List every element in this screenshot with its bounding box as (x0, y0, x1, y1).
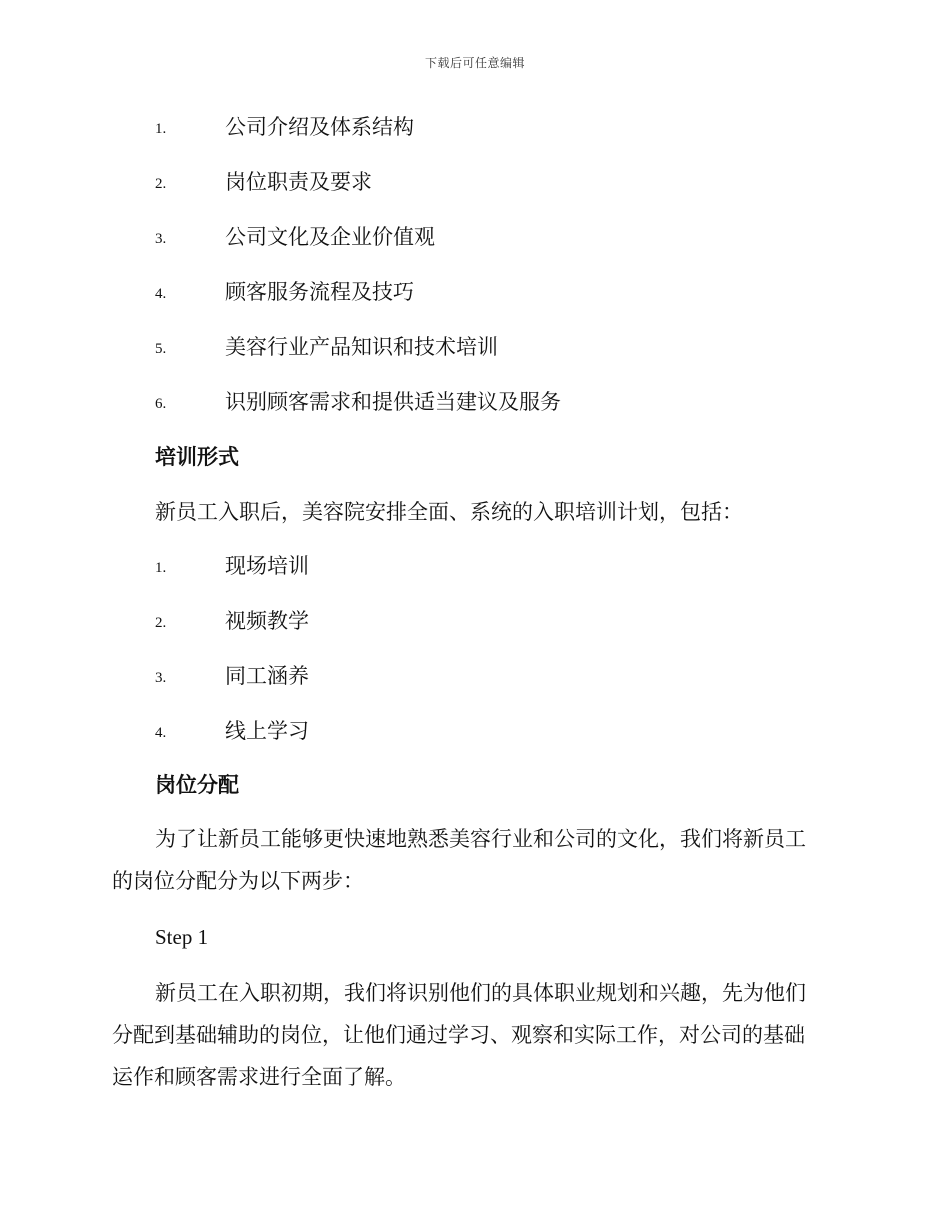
step1-paragraph (112, 972, 840, 1098)
list-item (0, 551, 950, 606)
list-text: 公司介绍及体系结构 (225, 115, 414, 139)
list-item (0, 112, 950, 167)
page-header: 下载后可任意编辑 (424, 56, 525, 70)
list-text: 岗位职责及要求 (225, 170, 372, 194)
list-text: 识别顾客需求和提供适当建议及服务 (225, 390, 561, 414)
paragraph-line: 为了让新员工能够更快速地熟悉美容行业和公司的文化，我们将新员工 (155, 827, 806, 851)
list-item (0, 167, 950, 222)
training-form-list (0, 551, 950, 771)
list-text: 顾客服务流程及技巧 (225, 280, 414, 304)
list-text: 现场培训 (225, 554, 309, 578)
list-number: 3. (155, 231, 167, 247)
list-number: 1. (155, 560, 167, 576)
paragraph-line: 新员工在入职初期，我们将识别他们的具体职业规划和兴趣，先为他们 (155, 981, 806, 1005)
list-number: 4. (155, 286, 167, 302)
paragraph-line: 运作和顾客需求进行全面了解。 (112, 1065, 406, 1089)
list-item (0, 387, 950, 442)
list-item (0, 332, 950, 387)
list-text: 公司文化及企业价值观 (225, 225, 435, 249)
training-content-list (0, 112, 950, 442)
list-number: 6. (155, 396, 167, 412)
list-text: 线上学习 (225, 719, 309, 743)
list-text: 美容行业产品知识和技术培训 (225, 335, 498, 359)
list-number: 3. (155, 670, 167, 686)
list-item (0, 277, 950, 332)
training-form-intro: 新员工入职后，美容院安排全面、系统的入职培训计划，包括： (155, 500, 743, 524)
list-item (0, 606, 950, 661)
list-text: 同工涵养 (225, 664, 309, 688)
list-item (0, 661, 950, 716)
list-number: 4. (155, 725, 167, 741)
list-text: 视频教学 (225, 609, 309, 633)
list-number: 1. (155, 121, 167, 137)
list-number: 5. (155, 341, 167, 357)
section-heading-assignment: 岗位分配 (155, 772, 239, 797)
paragraph-line: 的岗位分配分为以下两步： (112, 869, 364, 893)
list-number: 2. (155, 176, 167, 192)
section-heading-training-form: 培训形式 (155, 444, 239, 469)
list-number: 2. (155, 615, 167, 631)
paragraph-line: 分配到基础辅助的岗位，让他们通过学习、观察和实际工作，对公司的基础 (112, 1023, 805, 1047)
list-item (0, 716, 950, 771)
list-item (0, 222, 950, 277)
step-label: Step 1 (155, 925, 209, 949)
assignment-paragraph (112, 818, 840, 902)
